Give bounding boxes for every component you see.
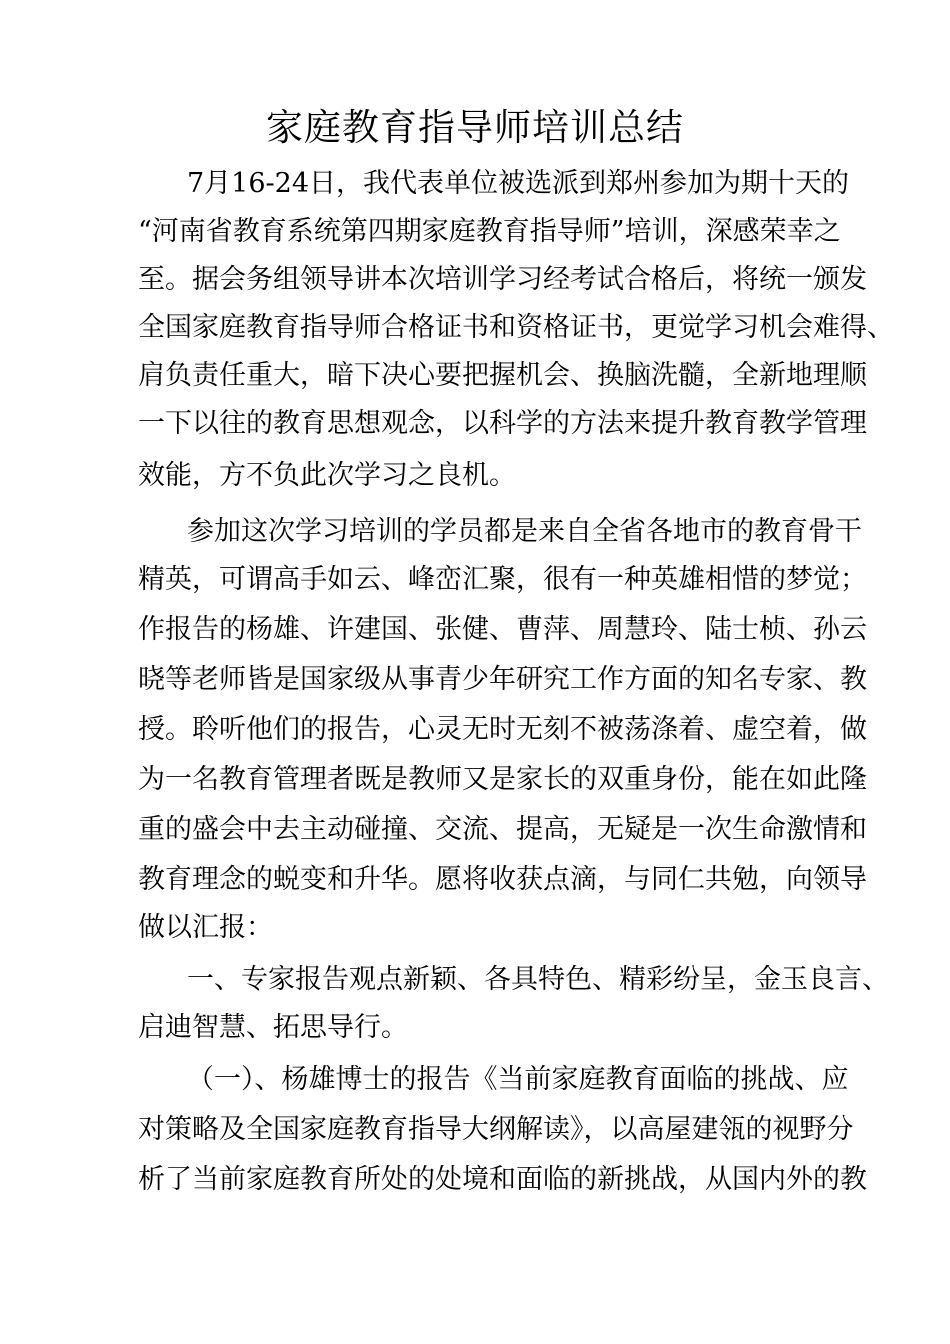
paragraph-2-line-6: 为一名教育管理者既是教师又是家长的双重身份，能在如此隆 xyxy=(138,764,867,795)
paragraph-1-line-4: 全国家庭教育指导师合格证书和资格证书，更觉学习机会难得、 xyxy=(138,312,894,343)
paragraph-1-line-2: “河南省教育系统第四期家庭教育指导师”培训，深感荣幸之 xyxy=(138,216,841,247)
paragraph-1-line-3: 至。据会务组领导讲本次培训学习经考试合格后，将统一颁发 xyxy=(138,264,867,295)
paragraph-2-line-2: 精英，可谓高手如云、峰峦汇聚，很有一种英雄相惜的梦觉； xyxy=(138,564,867,595)
paragraph-1-line-1: 7月16-24日，我代表单位被选派到郑州参加为期十天的 xyxy=(187,168,850,199)
paragraph-1-line-7: 效能，方不负此次学习之良机。 xyxy=(138,460,516,491)
paragraph-2-line-7: 重的盛会中去主动碰撞、交流、提高，无疑是一次生命激情和 xyxy=(138,814,867,845)
paragraph-2-line-4: 晓等老师皆是国家级从事青少年研究工作方面的知名专家、教 xyxy=(138,664,867,695)
section-heading-line-2: 启迪智慧、拓思导行。 xyxy=(138,1012,408,1043)
paragraph-2-line-5: 授。聆听他们的报告，心灵无时无刻不被荡涤着、虚空着，做 xyxy=(138,714,867,745)
paragraph-3-line-2: 对策略及全国家庭教育指导大纲解读》，以高屋建瓴的视野分 xyxy=(138,1114,854,1145)
document-title: 家庭教育指导师培训总结 xyxy=(266,106,684,149)
paragraph-2-line-3: 作报告的杨雄、许建国、张健、曹萍、周慧玲、陆士桢、孙云 xyxy=(138,614,867,645)
paragraph-2-line-9: 做以汇报： xyxy=(138,912,273,943)
paragraph-2-line-8: 教育理念的蜕变和升华。愿将收获点滴，与同仁共勉，向领导 xyxy=(138,864,867,895)
paragraph-3-line-1: （一）、杨雄博士的报告《当前家庭教育面临的挑战、应 xyxy=(187,1064,849,1095)
paragraph-3-line-3: 析了当前家庭教育所处的处境和面临的新挑战，从国内外的教 xyxy=(138,1164,867,1195)
paragraph-2-line-1: 参加这次学习培训的学员都是来自全省各地市的教育骨干 xyxy=(187,516,862,547)
section-heading-line-1: 一、专家报告观点新颖、各具特色、精彩纷呈，金玉良言、 xyxy=(187,964,889,995)
paragraph-1-line-5: 肩负责任重大，暗下决心要把握机会、换脑洗髓，全新地理顺 xyxy=(138,360,867,391)
paragraph-1-line-6: 一下以往的教育思想观念，以科学的方法来提升教育教学管理 xyxy=(138,408,867,439)
